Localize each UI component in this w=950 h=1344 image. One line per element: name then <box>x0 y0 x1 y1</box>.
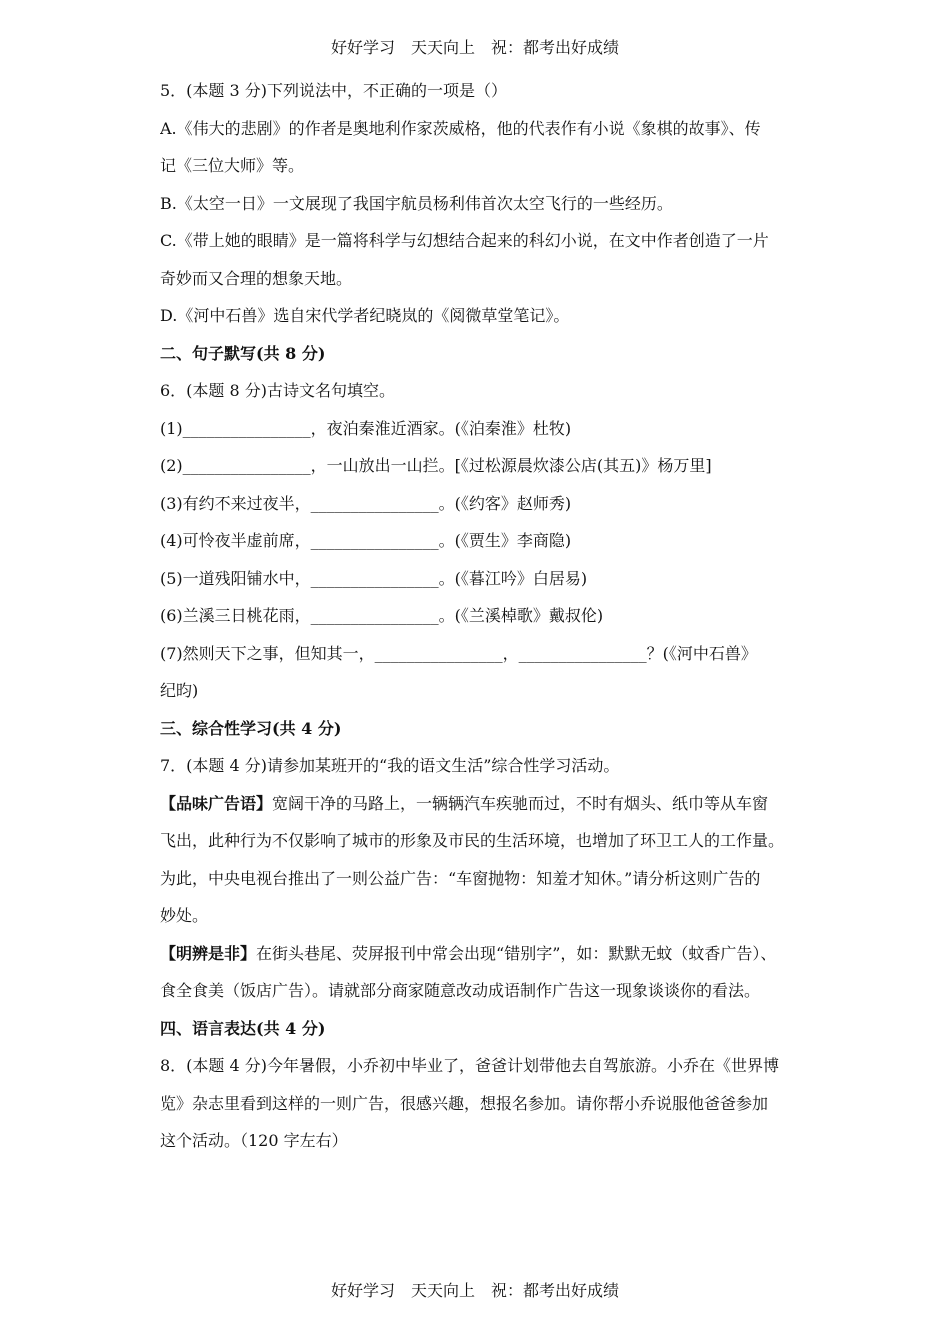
blank-item-7-line-1: (7)然则天下之事，但知其一，________________，________________？(《河中石兽》 <box>160 643 757 663</box>
section-2-heading: 二、句子默写(共 8 分) <box>160 343 326 363</box>
ad-slogan-line-1: 【品味广告语】宽阔干净的马路上，一辆辆汽车疾驰而过，不时有烟头、纸巾等从车窗 <box>160 793 769 813</box>
blank-item-6: (6)兰溪三日桃花雨，________________。(《兰溪棹歌》戴叔伦) <box>160 606 604 625</box>
right-wrong-line-1: 【明辨是非】在街头巷尾、荧屏报刊中常会出现“错别字”，如：默默无蚊（蚊香广告）、 <box>160 943 777 963</box>
question-6-stem: 6．(本题 8 分)古诗文名句填空。 <box>160 381 396 400</box>
option-b: B.《太空一日》一文展现了我国宇航员杨利伟首次太空飞行的一些经历。 <box>160 193 673 213</box>
option-c-line-2: 奇妙而又合理的想象天地。 <box>160 268 353 288</box>
section-3-heading: 三、综合性学习(共 4 分) <box>160 718 342 738</box>
page-header: 好好学习 天天向上 祝：都考出好成绩 <box>330 38 619 57</box>
option-a-line-2: 记《三位大师》等。 <box>160 156 305 175</box>
blank-item-4: (4)可怜夜半虚前席，________________。(《贾生》李商隐) <box>160 531 572 550</box>
right-wrong-line-2: 食全食美（饭店广告）。请就部分商家随意改动成语制作广告这一现象谈谈你的看法。 <box>160 981 761 1000</box>
blank-item-7-line-2: 纪昀) <box>160 681 199 700</box>
option-a-line-1: A.《伟大的悲剧》的作者是奥地利作家茨威格，他的代表作有小说《象棋的故事》、传 <box>160 118 761 138</box>
question-8-line-1: 8．(本题 4 分)今年暑假，小乔初中毕业了，爸爸计划带他去自驾旅游。小乔在《世界博 <box>160 1056 780 1075</box>
document-body <box>160 78 796 1166</box>
option-c-line-1: C.《带上她的眼睛》是一篇将科学与幻想结合起来的科幻小说，在文中作者创造了一片 <box>160 231 769 250</box>
blank-item-3: (3)有约不来过夜半，________________。(《约客》赵师秀) <box>160 493 572 513</box>
question-8-line-2: 览》杂志里看到这样的一则广告，很感兴趣，想报名参加。请你帮小乔说服他爸爸参加 <box>160 1093 769 1113</box>
option-d: D.《河中石兽》选自宋代学者纪晓岚的《阅微草堂笔记》。 <box>160 306 570 325</box>
section-4-heading: 四、语言表达(共 4 分) <box>160 1018 326 1038</box>
question-8-line-3: 这个活动。（120 字左右） <box>160 1131 348 1150</box>
blank-item-2: (2)________________，一山放出一山拦。[《过松源晨炊漆公店(其五)》杨万里] <box>160 456 712 475</box>
ad-slogan-line-3: 为此，中央电视台推出了一则公益广告：“车窗抛物：知羞才知休。”请分析这则广告的 <box>160 868 761 888</box>
ad-slogan-line-2: 飞出，此种行为不仅影响了城市的形象及市民的生活环境，也增加了环卫工人的工作量。 <box>160 831 785 850</box>
ad-slogan-label: 【品味广告语】 <box>160 793 273 813</box>
blank-item-1: (1)________________，夜泊秦淮近酒家。(《泊秦淮》杜牧) <box>160 418 572 438</box>
page-footer: 好好学习 天天向上 祝：都考出好成绩 <box>330 1281 619 1300</box>
question-7-stem: 7．(本题 4 分)请参加某班开的“我的语文生活”综合性学习活动。 <box>160 756 620 775</box>
ad-slogan-line-4: 妙处。 <box>160 906 209 925</box>
right-wrong-label: 【明辨是非】 <box>160 943 257 963</box>
blank-item-5: (5)一道残阳铺水中，________________。(《暮江吟》白居易) <box>160 568 588 588</box>
question-5-stem: 5．(本题 3 分)下列说法中，不正确的一项是（） <box>160 81 508 100</box>
